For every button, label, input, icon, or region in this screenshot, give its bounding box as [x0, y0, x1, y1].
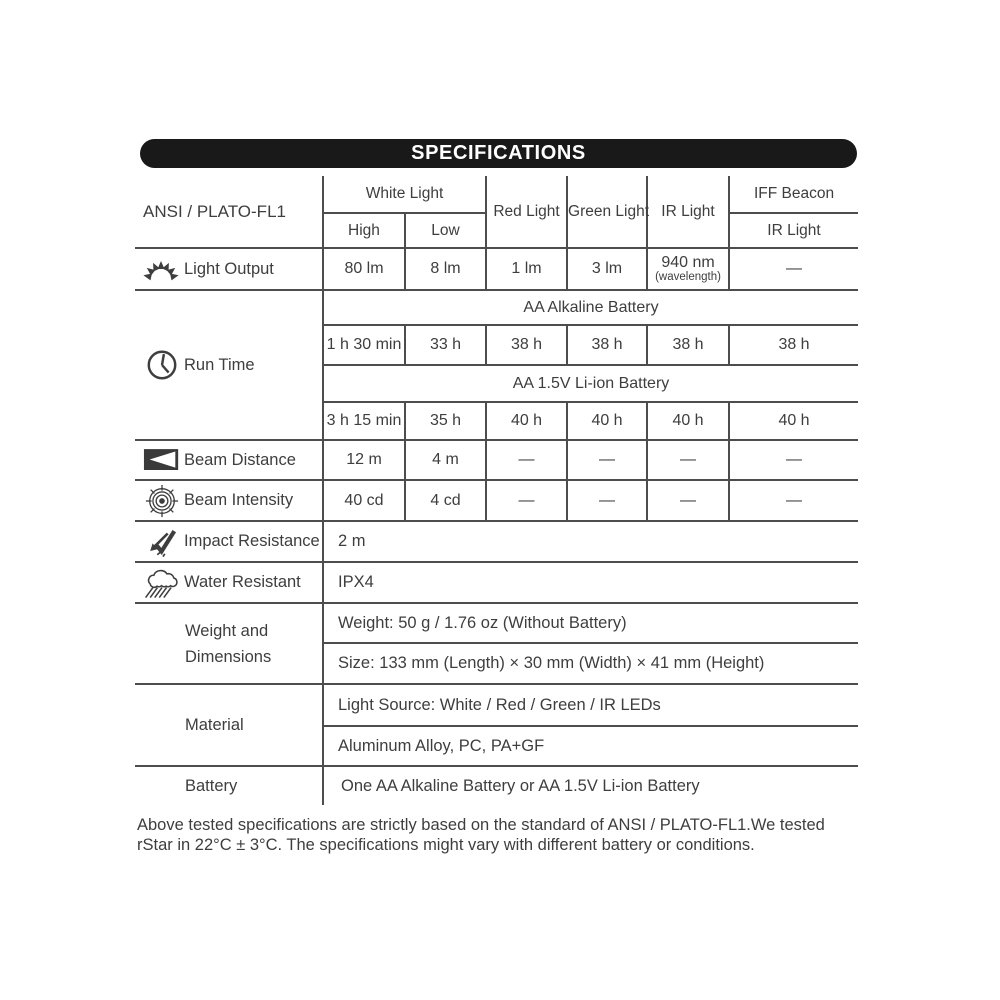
- impact-resistance-value: 2 m: [323, 521, 858, 562]
- light-source-value: Light Source: White / Red / Green / IR LEDs: [323, 684, 858, 726]
- col-header-ir-light: IR Light: [647, 176, 729, 248]
- beam-intensity-green: —: [567, 480, 647, 521]
- specifications-table: [135, 176, 858, 805]
- run-time-liion-iff: 40 h: [729, 402, 858, 440]
- beam-distance-row: [135, 440, 858, 480]
- impact-resistance-icon: [140, 525, 184, 559]
- impact-resistance-label: Impact Resistance: [184, 532, 320, 550]
- col-header-white-high: High: [323, 213, 405, 248]
- light-output-ir: 940 nm (wavelength): [647, 248, 729, 290]
- run-time-alkaline-header-row: [135, 290, 858, 325]
- run-time-label-cell: [135, 348, 322, 382]
- beam-distance-icon: [140, 448, 184, 473]
- header-row-1: [135, 176, 858, 213]
- footer-note: Above tested specifications are strictly based on the standard of ANSI / PLATO-FL1.We tested rStar in 22°C ± 3°C. The specifications might vary with different battery or conditions.: [137, 816, 825, 854]
- light-output-row: [135, 248, 858, 290]
- weight-dimensions-label: Weight and Dimensions: [135, 603, 323, 684]
- size-value: Size: 133 mm (Length) × 30 mm (Width) × 41 mm (Height): [323, 643, 858, 684]
- material-row-1: [135, 684, 858, 726]
- run-time-alkaline-green: 38 h: [567, 325, 647, 365]
- col-header-iff-ir-light: IR Light: [729, 213, 858, 248]
- light-output-red: 1 lm: [486, 248, 567, 290]
- banner-title: SPECIFICATIONS: [411, 142, 586, 164]
- beam-intensity-label-cell: [135, 484, 322, 518]
- water-resistant-value: IPX4: [323, 562, 858, 603]
- run-time-liion-white-high: 3 h 15 min: [323, 402, 405, 440]
- col-header-red-light: Red Light: [486, 176, 567, 248]
- specifications-banner: [140, 139, 857, 168]
- light-output-white-low: 8 lm: [405, 248, 486, 290]
- light-output-label-cell: [135, 254, 322, 284]
- beam-intensity-red: —: [486, 480, 567, 521]
- col-header-white-light: White Light: [323, 176, 486, 213]
- beam-distance-white-low: 4 m: [405, 440, 486, 480]
- water-resistant-row: [135, 562, 858, 603]
- corner-standard-label: ANSI / PLATO-FL1: [143, 201, 286, 221]
- beam-distance-red: —: [486, 440, 567, 480]
- material-label: Material: [135, 684, 323, 766]
- beam-distance-label: Beam Distance: [184, 450, 296, 469]
- light-output-white-high: 80 lm: [323, 248, 405, 290]
- col-header-iff-beacon: IFF Beacon: [729, 176, 858, 213]
- beam-intensity-ir: —: [647, 480, 729, 521]
- beam-distance-label-cell: [135, 448, 322, 473]
- run-time-liion-green: 40 h: [567, 402, 647, 440]
- run-time-liion-red: 40 h: [486, 402, 567, 440]
- battery-label: Battery: [135, 766, 323, 805]
- clock-icon: [140, 348, 184, 382]
- col-header-white-low: Low: [405, 213, 486, 248]
- run-time-label: Run Time: [184, 355, 255, 374]
- beam-distance-iff: —: [729, 440, 858, 480]
- impact-resistance-row: [135, 521, 858, 562]
- run-time-liion-ir: 40 h: [647, 402, 729, 440]
- col-header-green-light: Green Light: [567, 176, 647, 248]
- weight-row: [135, 603, 858, 643]
- beam-distance-white-high: 12 m: [323, 440, 405, 480]
- battery-value: One AA Alkaline Battery or AA 1.5V Li-ion Battery: [323, 766, 858, 805]
- beam-intensity-label: Beam Intensity: [184, 491, 294, 509]
- beam-intensity-white-low: 4 cd: [405, 480, 486, 521]
- light-output-green: 3 lm: [567, 248, 647, 290]
- impact-resistance-label-cell: [135, 525, 322, 559]
- beam-distance-ir: —: [647, 440, 729, 480]
- run-time-liion-white-low: 35 h: [405, 402, 486, 440]
- run-time-alkaline-header: AA Alkaline Battery: [323, 290, 858, 325]
- beam-intensity-row: [135, 480, 858, 521]
- light-output-icon: [140, 254, 184, 284]
- wavelength-note: (wavelength): [655, 271, 721, 283]
- beam-distance-green: —: [567, 440, 647, 480]
- run-time-alkaline-ir: 38 h: [647, 325, 729, 365]
- beam-intensity-icon: [140, 484, 184, 518]
- water-resistant-label: Water Resistant: [184, 573, 301, 591]
- battery-row: [135, 766, 858, 805]
- material-body-value: Aluminum Alloy, PC, PA+GF: [323, 726, 858, 766]
- run-time-liion-header: AA 1.5V Li-ion Battery: [323, 365, 858, 402]
- run-time-alkaline-white-high: 1 h 30 min: [323, 325, 405, 365]
- run-time-alkaline-white-low: 33 h: [405, 325, 486, 365]
- beam-intensity-iff: —: [729, 480, 858, 521]
- water-resistant-icon: [140, 566, 184, 600]
- weight-value: Weight: 50 g / 1.76 oz (Without Battery): [323, 603, 858, 643]
- beam-intensity-white-high: 40 cd: [323, 480, 405, 521]
- run-time-alkaline-red: 38 h: [486, 325, 567, 365]
- water-resistant-label-cell: [135, 566, 322, 600]
- light-output-iff: —: [729, 248, 858, 290]
- run-time-alkaline-iff: 38 h: [729, 325, 858, 365]
- light-output-label: Light Output: [184, 259, 274, 278]
